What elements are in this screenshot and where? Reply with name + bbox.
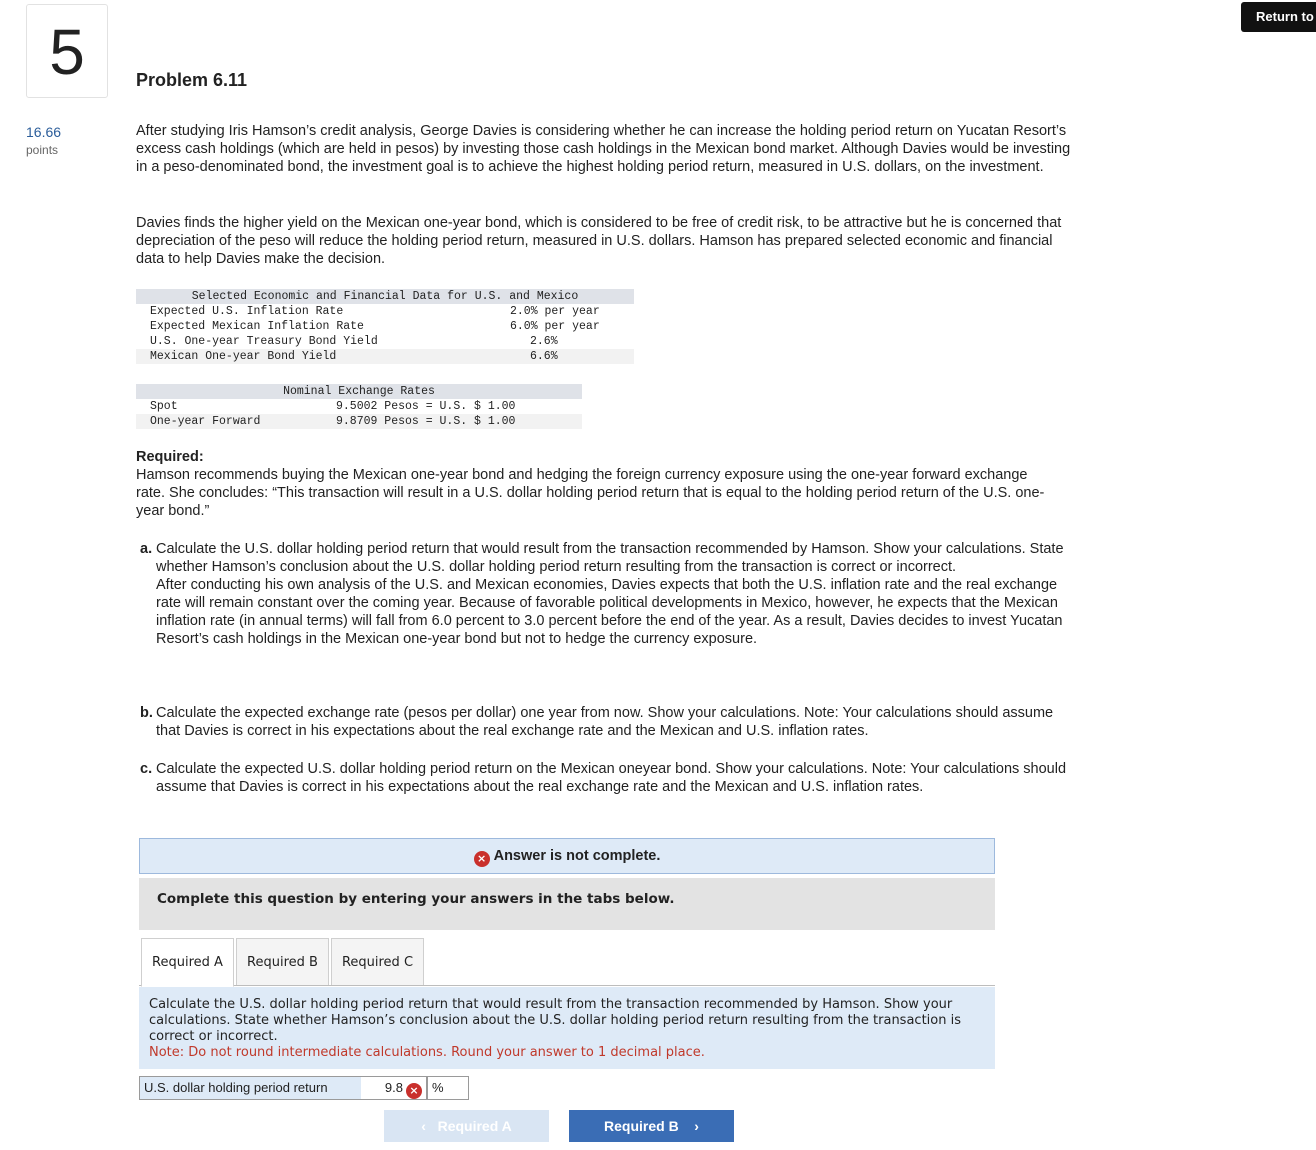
table-row-label: Expected U.S. Inflation Rate (150, 305, 344, 318)
item-c-text: Calculate the expected U.S. dollar holding period return on the Mexican oneyear bond. Show your calculations. Note: Your calculations should assume that Davies is correct in his expectations about the real exchange rate and the Mexican and U.S. inflation rates. (156, 761, 1067, 795)
table-row-value: 6.6% (510, 349, 634, 364)
instruction-bar: Complete this question by entering your answers in the tabs below. (139, 878, 995, 930)
table-row-label: One-year Forward (136, 414, 336, 429)
panel-note: Note: Do not round intermediate calculations. Round your answer to 1 decimal place. (149, 1045, 705, 1060)
intro-paragraph-2: Davies finds the higher yield on the Mexican one-year bond, which is considered to be free of credit risk, to be attractive but he is concerned that depreciation of the peso will reduce the holding period return, measured in U.S. dollars. Hamson has prepared selected economic and financial data to help Davies make the decision. (136, 215, 1062, 267)
prev-button-label: Required A (437, 1118, 512, 1134)
item-b-text: Calculate the expected exchange rate (pesos per dollar) one year from now. Show your calculations. Note: Your calculations should assume that Davies is correct in his expectations about the real exchange rate and the Mexican and U.S. inflation rates. (156, 705, 1054, 739)
table-row-label: U.S. One-year Treasury Bond Yield (150, 335, 378, 348)
answer-input[interactable] (361, 1076, 427, 1100)
exchange-table-title: Nominal Exchange Rates (136, 384, 582, 399)
item-a (136, 540, 1076, 648)
table-row-label: Spot (150, 400, 178, 413)
points-value: 16.66 (26, 124, 62, 140)
required-heading: Required: (136, 449, 204, 465)
table-row-label: Expected Mexican Inflation Rate (150, 320, 364, 333)
panel-text: Calculate the U.S. dollar holding period return that would result from the transaction recommended by Hamson. Show your calculations. State whether Hamson’s conclusion about the U.S. dollar holding period return resulting from the transaction is correct or incorrect. (149, 997, 961, 1044)
table-row-label: Mexican One-year Bond Yield (136, 349, 510, 364)
table-row-value: 2.0% per year (510, 305, 600, 318)
economic-table-title: Selected Economic and Financial Data for U.S. and Mexico (136, 289, 634, 304)
error-icon: × (474, 851, 490, 867)
question-number: 5 (26, 4, 108, 98)
item-b-label: b. (140, 705, 153, 721)
tab-divider (139, 985, 995, 986)
table-row-value: 2.6% (530, 335, 558, 348)
item-a-followup: After conducting his own analysis of the U.S. and Mexican economies, Davies expects that both the U.S. inflation rate and the real exchange rate will remain constant over the coming year. Because of favorable political developments in Mexico, however, he expects that the Mexican inflation rate (in annual terms) will fall from 6.0 percent to 3.0 percent before the end of the year. As a result, Davies decides to invest Yucatan Resort’s cash holdings in the Mexican one-year bond but not to hedge the currency exposure. (156, 577, 1063, 647)
table-row-value: 6.0% per year (510, 320, 600, 333)
question-panel (139, 987, 995, 1069)
item-b (136, 704, 1076, 740)
table-row-value: 9.8709 Pesos = U.S. $ 1.00 (336, 414, 582, 429)
points-label: points (26, 143, 59, 157)
answer-status-banner (139, 838, 995, 874)
required-text: Hamson recommends buying the Mexican one-year bond and hedging the foreign currency exposure using the one-year forward exchange rate. She concludes: “This transaction will result in a U.S. dollar holding period return that is equal to the holding period return of the U.S. one-year bond.” (136, 467, 1045, 519)
prev-required-button[interactable] (384, 1110, 549, 1142)
intro-paragraph-1: After studying Iris Hamson’s credit analysis, George Davies is considering whether he can increase the holding period return on Yucatan Resort’s excess cash holdings (which are held in pesos) by investing those cash holdings in the Mexican bond market. Although Davies would be investing in a peso-denominated bond, the investment goal is to achieve the highest holding period return, measured in U.S. dollars, on the investment. (136, 123, 1071, 175)
item-c (136, 760, 1076, 796)
return-button[interactable]: Return to (1241, 2, 1316, 32)
table-row-value: 9.5002 Pesos = U.S. $ 1.00 (336, 400, 516, 413)
item-a-text: Calculate the U.S. dollar holding period return that would result from the transaction recommended by Hamson. Show your calculations. State whether Hamson’s conclusion about the U.S. dollar holding period return resulting from the transaction is correct or incorrect. (156, 541, 1064, 575)
tab-required-a[interactable]: Required A (141, 938, 234, 987)
incorrect-icon: × (406, 1083, 422, 1099)
item-a-label: a. (140, 541, 153, 557)
tab-required-c[interactable]: Required C (331, 938, 424, 986)
exchange-rate-table (136, 384, 582, 429)
economic-data-table (136, 289, 634, 364)
chevron-right-icon: › (694, 1118, 699, 1134)
next-button-label: Required B (604, 1118, 679, 1134)
chevron-left-icon: ‹ (421, 1118, 426, 1134)
next-required-button[interactable] (569, 1110, 734, 1142)
required-section (136, 448, 1056, 520)
tab-required-b[interactable]: Required B (236, 938, 329, 986)
answer-unit: % (427, 1076, 469, 1100)
answer-value[interactable]: 9.8 (384, 1080, 403, 1095)
status-text: Answer is not complete. (493, 848, 661, 864)
problem-title: Problem 6.11 (136, 70, 248, 90)
answer-label: U.S. dollar holding period return (139, 1076, 362, 1100)
item-c-label: c. (140, 761, 153, 777)
